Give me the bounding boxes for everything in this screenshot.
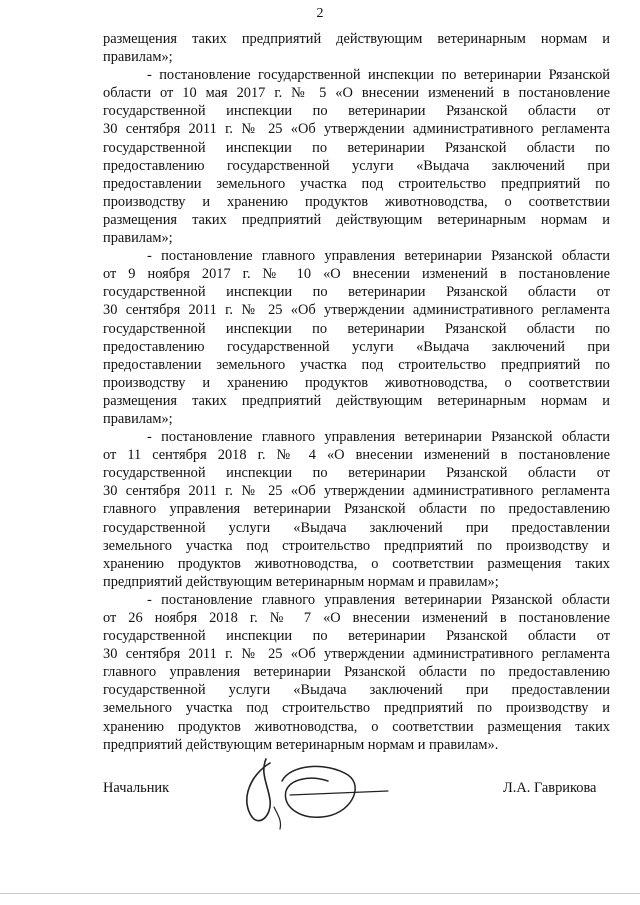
text-line: - постановление главного управления ветеринарии Рязанской области — [147, 429, 610, 446]
text-line: 30 сентября 2011 г. № 25 «Об утверждении административного регламента — [103, 121, 610, 138]
text-line: производству и хранению продуктов животноводства, о соответствии — [103, 193, 610, 210]
text-line: предоставлению государственной услуги «Выдача заключений при — [103, 338, 610, 355]
text-line: государственной услуги «Выдача заключений при предоставлении — [103, 519, 610, 536]
text-line: государственной инспекции по ветеринарии Рязанской области по — [103, 139, 610, 156]
text-line: хранению продуктов животноводства, о соответствии размещения таких — [103, 555, 610, 572]
text-line: государственной инспекции по ветеринарии Рязанской области по — [103, 320, 610, 337]
text-line: земельного участка под строительство предприятий по производству и — [103, 700, 610, 717]
text-line: размещения таких предприятий действующим ветеринарным нормам и — [103, 211, 610, 228]
handwritten-signature — [230, 745, 390, 835]
text-line: размещения таких предприятий действующим ветеринарным нормам и — [103, 31, 610, 47]
text-line: предприятий действующим ветеринарным нормам и правилам». — [103, 736, 499, 753]
text-line: главного управления ветеринарии Рязанской области по предоставлению — [103, 664, 610, 681]
text-line: от 11 сентября 2018 г. № 4 «О внесении изменений в постановление — [103, 447, 610, 464]
text-line: производству и хранению продуктов животноводства, о соответствии — [103, 374, 610, 391]
text-line: государственной услуги «Выдача заключений при предоставлении — [103, 682, 610, 699]
text-line: от 9 ноября 2017 г. № 10 «О внесении изменений в постановление — [103, 266, 610, 283]
text-line: предоставлению государственной услуги «Выдача заключений при — [103, 157, 610, 174]
signer-title: Начальник — [103, 780, 170, 796]
text-line: области от 10 мая 2017 г. № 5 «О внесении изменений в постановление — [103, 85, 610, 102]
text-line: предприятий действующим ветеринарным нормам и правилам»; — [103, 573, 499, 590]
text-line: государственной инспекции по ветеринарии Рязанской области от — [103, 103, 610, 120]
text-line: предоставлении земельного участка под строительство предприятий по — [103, 175, 610, 192]
text-line: главного управления ветеринарии Рязанской области по предоставлению — [103, 501, 610, 518]
text-line: 30 сентября 2011 г. № 25 «Об утверждении административного регламента — [103, 646, 610, 663]
page-number: 2 — [316, 6, 324, 21]
text-line: от 26 ноября 2018 г. № 7 «О внесении изменений в постановление — [103, 610, 610, 626]
signer-name: Л.А. Гаврикова — [503, 780, 597, 796]
text-line: земельного участка под строительство предприятий по производству и — [103, 537, 610, 554]
text-line: правилам»; — [103, 410, 173, 427]
text-line: 30 сентября 2011 г. № 25 «Об утверждении административного регламента — [103, 483, 610, 500]
text-line: - постановление государственной инспекции по ветеринарии Рязанской — [147, 67, 610, 84]
text-line: государственной инспекции по ветеринарии Рязанской области от — [103, 465, 610, 482]
text-line: государственной инспекции по ветеринарии Рязанской области от — [103, 284, 610, 301]
text-line: - постановление главного управления ветеринарии Рязанской области — [147, 248, 610, 265]
scan-edge — [0, 893, 640, 894]
text-line: государственной инспекции по ветеринарии Рязанской области от — [103, 628, 610, 645]
text-line: - постановление главного управления ветеринарии Рязанской области — [147, 591, 610, 608]
text-line: предоставлении земельного участка под строительство предприятий по — [103, 356, 610, 373]
text-line: размещения таких предприятий действующим ветеринарным нормам и — [103, 392, 610, 409]
text-line: 30 сентября 2011 г. № 25 «Об утверждении административного регламента — [103, 302, 610, 319]
text-line: хранению продуктов животноводства, о соответствии размещения таких — [103, 718, 610, 735]
text-line: правилам»; — [103, 230, 173, 247]
text-line: правилам»; — [103, 49, 173, 66]
